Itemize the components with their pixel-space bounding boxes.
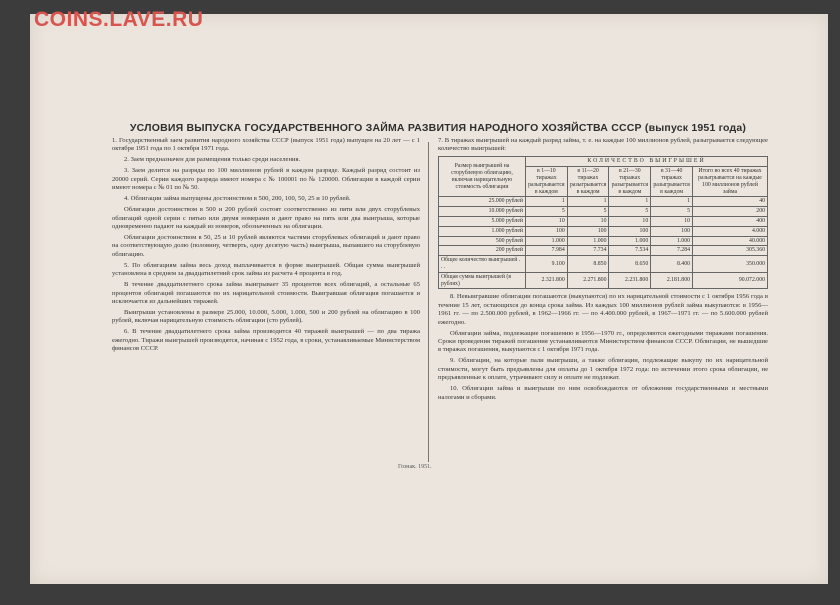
table-cell: 7.284 <box>651 246 693 256</box>
table-cell: 1.000 <box>651 236 693 246</box>
paragraph-8: 8. Невыигравшие облигации погашаются (выкупаются) по их нарицательной стоимости с 1 октября 1956 года в течение 15 лет, остающихся до конца срока займа. Из каждых 100 миллионов рублей займа выкупаются: в 1956—1961 гг. — по 2.500.000 рублей, в 1962—1966 гг. — по 4.400.000 рублей, в 1967—1971 гг. — по 5.600.000 рублей ежегодно. <box>438 293 768 326</box>
table-total-count-label: Общее количество выигрышей . . . <box>439 256 526 273</box>
table-cell: 2.271.800 <box>567 272 609 289</box>
table-cell: 305.360 <box>693 246 768 256</box>
paragraph-2: 2. Заем предназначен для размещения только среди населения. <box>124 156 301 164</box>
table-cell: 8.400 <box>651 256 693 273</box>
table-cell: 90.072.000 <box>693 272 768 289</box>
table-cell: 5 <box>567 207 609 217</box>
table-row <box>439 236 768 246</box>
right-column <box>438 137 768 405</box>
table-cell: 8.650 <box>609 256 651 273</box>
paragraph-4b: Облигации достоинством в 50, 25 и 10 рублей являются частями сторублевых облигаций и дают право на соответствующую долю (половину, четверть, одну десятую часть) выигрыша, выпавшего на сторублевую облигацию. <box>112 234 420 258</box>
paragraph-7: 7. В тиражах выигрышей на каждый разряд займа, т. е. на каждые 100 миллионов рублей, разыгрывается следующее количество выигрышей: <box>438 137 768 153</box>
table-row <box>439 197 768 207</box>
paragraph-4: 4. Облигации займа выпущены достоинством в 500, 200, 100, 50, 25 и 10 рублей. <box>124 195 351 203</box>
paragraph-6: 6. В течение двадцатилетнего срока займа производится 40 тиражей выигрышей — по два тиража ежегодно. Тиражи выигрышей производятся, начиная с 1952 года, в сроки, устанавливаемые Министерством финансов СССР. <box>112 328 420 353</box>
table-header-col: Итого во всех 40 тиражах разыгрывается на каждые 100 миллионов рублей займа <box>693 167 768 197</box>
paragraph-8a: Облигации займа, подлежащие погашению в 1956—1970 гг., определяются ежегодными тиражами погашения. Сроки проведения тиражей погашения устанавливаются Министерством финансов СССР. Облигации, не вышедшие в тиражах погашения, выкупаются с 1 октября 1971 года. <box>438 329 768 354</box>
table-cell: 100 <box>567 226 609 236</box>
table-row-label: 25.000 рублей <box>439 197 526 207</box>
table-total-sum-label: Общая сумма выигрышей (в рублях) <box>439 272 526 289</box>
table-header-col: в 31—40 тиражах разыгрывается в каждом <box>651 167 693 197</box>
table-cell: 100 <box>651 226 693 236</box>
table-cell: 4.000 <box>693 226 768 236</box>
table-header-col: в 21—30 тиражах разыгрывается в каждом <box>609 167 651 197</box>
table-cell: 1 <box>526 197 568 207</box>
table-row-label: 5.000 рублей <box>439 216 526 226</box>
left-column <box>112 137 420 356</box>
table-cell: 5 <box>526 207 568 217</box>
table-cell: 10 <box>526 216 568 226</box>
paragraph-1: 1. Государственный заем развития народного хозяйства СССР (выпуск 1951 года) выпущен на 20 лет — с 1 октября 1951 года по 1 октября 1971 года. <box>112 137 420 153</box>
table-row <box>439 246 768 256</box>
printer-imprint: Гознак. 1951. <box>398 464 432 470</box>
table-cell: 2.181.800 <box>651 272 693 289</box>
table-cell: 400 <box>693 216 768 226</box>
table-header-group: КОЛИЧЕСТВО ВЫИГРЫШЕЙ <box>526 157 768 167</box>
table-cell: 40.000 <box>693 236 768 246</box>
table-row <box>439 216 768 226</box>
table-cell: 1 <box>567 197 609 207</box>
table-row-label: 10.000 рублей <box>439 207 526 217</box>
table-header-amount: Размер выигрышей на сторублевую облигацию, включая нарицательную стоимость облигации <box>439 157 526 197</box>
table-cell: 10 <box>567 216 609 226</box>
table-cell: 8.850 <box>567 256 609 273</box>
table-cell: 1.000 <box>567 236 609 246</box>
table-cell: 7.984 <box>526 246 568 256</box>
paragraph-10: 10. Облигации займа и выигрыши по ним освобождаются от обложения государственными и местными налогами и сборами. <box>438 385 768 401</box>
table-cell: 2.321.800 <box>526 272 568 289</box>
winnings-table <box>438 156 768 289</box>
table-row <box>439 207 768 217</box>
table-cell: 2.231.800 <box>609 272 651 289</box>
table-cell: 100 <box>609 226 651 236</box>
table-cell: 1.000 <box>526 236 568 246</box>
table-cell: 10 <box>651 216 693 226</box>
table-cell: 10 <box>609 216 651 226</box>
paragraph-5b: Выигрыши установлены в размере 25.000, 10.000, 5.000, 1.000, 500 и 200 рублей на облигацию в 100 рублей, включая нарицательную стоимость облигации (сто рублей). <box>112 309 420 325</box>
paragraph-4a: Облигации достоинством в 500 и 200 рублей состоят соответственно из пяти или двух сторублевых облигаций одной серии с пятью или двумя номерами и дают право на пять или два выигрыша, которые одновременно падают на каждый из номеров, обозначенных на облигации. <box>112 206 420 231</box>
paragraph-9: 9. Облигации, на которые пали выигрыши, а также облигации, подлежащие выкупу по их нарицательной стоимости, могут быть предъявлены для оплаты до 1 октября 1972 года: по истечении этого срока облигации, не предъявленные к оплате, утрачивают силу и оплате не подлежат. <box>438 357 768 382</box>
table-header-col: в 11—20 тиражах разыгрывается в каждом <box>567 167 609 197</box>
table-cell: 1.000 <box>609 236 651 246</box>
table-cell: 9.100 <box>526 256 568 273</box>
table-row-label: 500 рублей <box>439 236 526 246</box>
table-cell: 1 <box>609 197 651 207</box>
paragraph-5a: В течение двадцатилетнего срока займа выигрывает 35 процентов всех облигаций, а остальные 65 процентов облигаций погашаются по их нарицательной стоимости. Выигравшая облигация погашается и исключается из дальнейших тиражей. <box>112 281 420 306</box>
table-cell: 200 <box>693 207 768 217</box>
table-cell: 7.734 <box>567 246 609 256</box>
watermark-text: COINS.LAVE.RU <box>34 8 204 31</box>
table-header-col: в 1—10 тиражах разыгрывается в каждом <box>526 167 568 197</box>
table-cell: 100 <box>526 226 568 236</box>
table-cell: 7.534 <box>609 246 651 256</box>
table-cell: 5 <box>651 207 693 217</box>
table-cell: 350.000 <box>693 256 768 273</box>
paragraph-5: 5. По облигациям займа весь доход выплачивается в форме выигрышей. Общая сумма выигрышей установлена в среднем за двадцатилетний срок займа из расчета 4 процента в год. <box>112 261 420 278</box>
page-title: УСЛОВИЯ ВЫПУСКА ГОСУДАРСТВЕННОГО ЗАЙМА РАЗВИТИЯ НАРОДНОГО ХОЗЯЙСТВА СССР (выпуск 1951 года) <box>129 122 747 134</box>
paragraph-3: 3. Заем делится на разряды по 100 миллионов рублей в каждом разряде. Каждый разряд состоит из 20000 серий. Серии каждого разряда имеют номера с № 100001 по № 120000. Облигации в каждой серии имеют номера с № 01 по № 50. <box>112 167 420 192</box>
table-row-label: 1.000 рублей <box>439 226 526 236</box>
table-row <box>439 226 768 236</box>
table-cell: 40 <box>693 197 768 207</box>
table-row-label: 200 рублей <box>439 246 526 256</box>
column-divider <box>428 142 429 462</box>
table-cell: 5 <box>609 207 651 217</box>
table-cell: 1 <box>651 197 693 207</box>
